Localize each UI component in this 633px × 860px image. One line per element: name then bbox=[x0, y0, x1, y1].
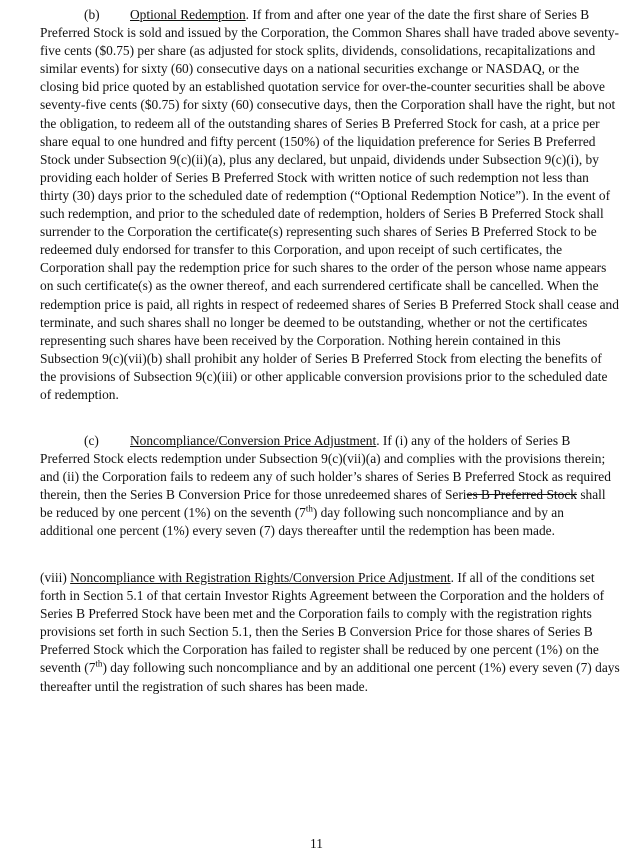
paragraph-body: shall be reduced by one percent (1%) on the seventh (7 bbox=[40, 487, 606, 521]
paragraph-heading: Optional Redemption bbox=[130, 7, 246, 22]
paragraph-heading: Noncompliance with Registration Rights/Conversion Price Adjustment bbox=[70, 570, 451, 585]
paragraph-body: If (i) any of the holders of Series B Preferred Stock elects redemption under Subsection 9(c)(vii)(a) and complies with the provisions therein; and (ii) the Corporation fails to redeem any of such holder’s shares of Series B Preferred Stock as required therein, then the Series B Conversion Price for those unredeemed shares of Seri bbox=[40, 433, 611, 503]
paragraph-body: ) day following such noncompliance and by an additional one percent (1%) every seven (7) days thereafter until the registration of such shares has been made. bbox=[40, 660, 620, 694]
page-number: 11 bbox=[310, 836, 323, 851]
ordinal-superscript: th bbox=[305, 503, 313, 514]
paragraph-label: (b) bbox=[84, 7, 100, 22]
heading-period: . bbox=[376, 433, 380, 448]
heading-period: . bbox=[450, 570, 454, 585]
paragraph-optional-redemption bbox=[40, 6, 620, 404]
struck-through-text: es B Preferred Stock bbox=[466, 487, 577, 503]
ordinal-superscript: th bbox=[95, 659, 103, 669]
paragraph-body: If all of the conditions set forth in Section 5.1 of that certain Investor Rights Agreement between the Corporation and the holders of Series B Preferred Stock have been met and the Corporation fails to comply with the registration rights provisions set forth in such Section 5.1, then the Series B Conversion Price for those shares of Series B Preferred Stock which the Corporation has failed to register shall be reduced by one percent (1%) on the seventh (7 bbox=[40, 570, 605, 676]
paragraph-body: ) day following such noncompliance and by an additional one percent (1%) every seven (7) days thereafter until the redemption has been made. bbox=[40, 505, 564, 539]
heading-period: . bbox=[245, 7, 250, 22]
paragraph-label: (viii) bbox=[40, 570, 67, 585]
paragraph-noncompliance-conversion bbox=[40, 432, 620, 541]
paragraph-body: If from and after one year of the date the first share of Series B Preferred Stock is sold and issued by the Corporation, the Common Shares shall have traded above seventy-five cents ($0.75) per share (as adjusted for stock splits, dividends, consolidations, recapitalizations and similar events) for sixty (60) consecutive days on a national securities exchange or NASDAQ, or the closing bid price quoted by an established quotation service for over-the-counter securities shall be above seventy-five cents ($0.75) for sixty (60) consecutive days, then the Corporation shall have the right, but not the obligation, to redeem all of the outstanding shares of Series B Preferred Stock for cash, at a price per share equal to one hundred and fifty percent (150%) of the liquidation preference for Series B Preferred Stock under Subsection 9(c)(ii)(a), plus any declared, but unpaid, dividends under Subsection 9(c)(i), by providing each holder of Series B Preferred Stock with written notice of such redemption not less than thirty (30) days prior to the scheduled date of redemption (“Optional Redemption Notice”). In the event of such redemption, and prior to the scheduled date of redemption, holders of Series B Preferred Stock shall surrender to the Corporation the certificate(s) representing such shares of Series B Preferred Stock to be redeemed duly endorsed for transfer to this Corporation, and upon receipt of such certificates, the Corporation shall pay the redemption price for such shares to the order of the person whose name appears on such certificate(s) as the owner thereof, and each surrendered certificate shall be cancelled. When the redemption price is paid, all rights in respect of redeemed shares of Series B Preferred Stock shall cease and terminate, and such shares shall no longer be deemed to be outstanding, whether or not the certificates representing such shares have been received by the Corporation. Nothing herein contained in this Subsection 9(c)(vii)(b) shall prohibit any holder of Series B Preferred Stock from electing the benefits of the provisions of Subsection 9(c)(iii) or other applicable conversion provisions prior to the scheduled date of redemption. bbox=[40, 7, 620, 402]
paragraph-registration-rights bbox=[40, 569, 620, 696]
paragraph-label: (c) bbox=[84, 433, 99, 448]
paragraph-heading: Noncompliance/Conversion Price Adjustment bbox=[130, 433, 377, 448]
